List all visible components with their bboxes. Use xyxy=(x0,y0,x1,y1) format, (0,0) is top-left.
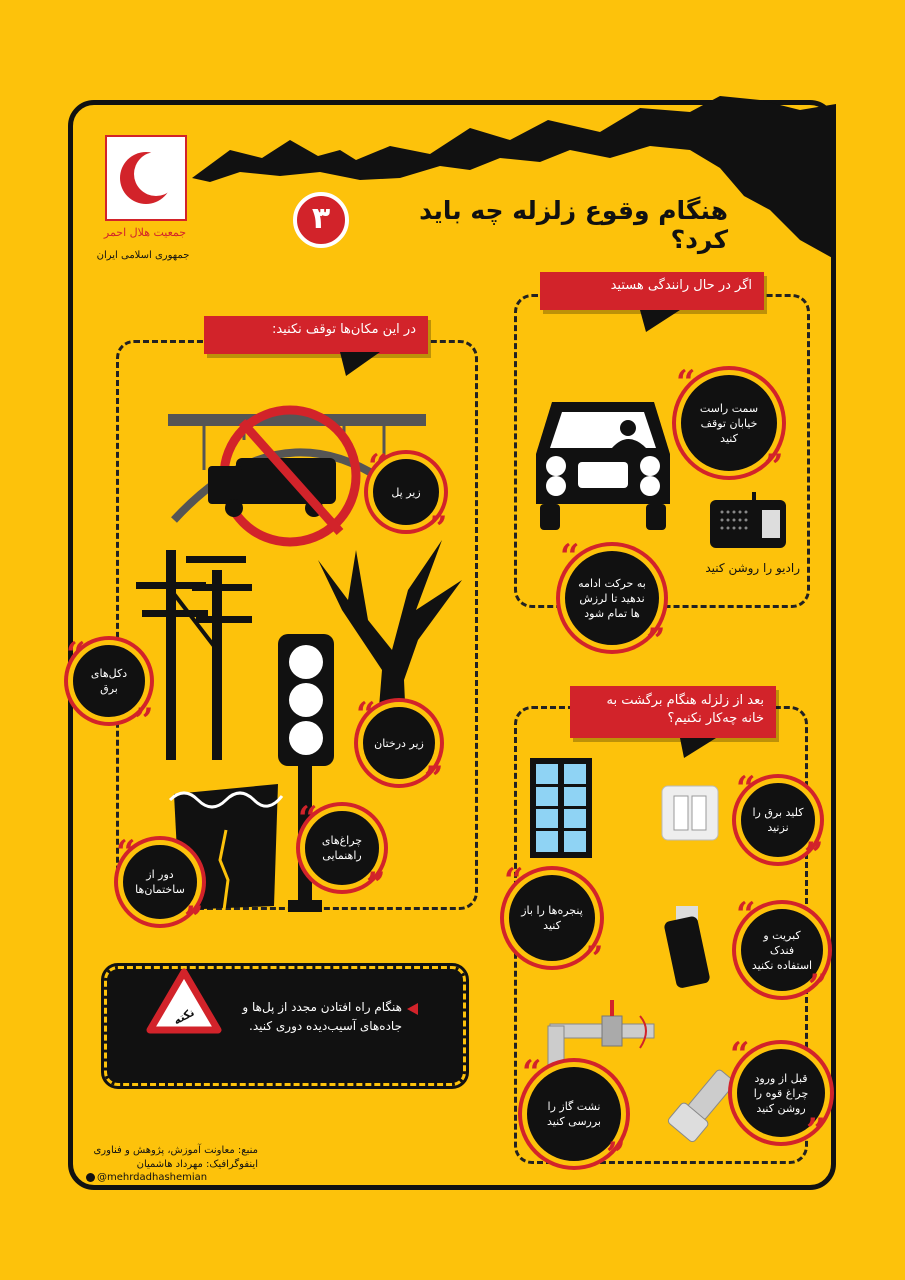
bubble-under-bridge: زیر پل xyxy=(368,454,444,530)
logo-subtitle: جمهوری اسلامی ایران xyxy=(96,250,190,261)
quote-close-icon: ” xyxy=(428,509,448,549)
banner-tail xyxy=(680,738,716,760)
quote-close-icon: ” xyxy=(808,967,828,1007)
bubble-power-poles: دکل‌های برق xyxy=(68,640,150,722)
quote-open-icon: “ xyxy=(504,861,524,901)
bubble-check-gas-leak: نشت گاز را بررسی کنید xyxy=(522,1062,626,1166)
light-switch-icon xyxy=(660,784,720,842)
quote-close-icon: ” xyxy=(134,701,154,741)
quote-open-icon: “ xyxy=(730,1035,750,1075)
credits xyxy=(86,1144,258,1172)
bubble-away-from-buildings: دور از ساختمان‌ها xyxy=(118,840,202,924)
quote-open-icon: “ xyxy=(368,447,388,487)
quote-open-icon: “ xyxy=(66,635,86,675)
quote-close-icon: ” xyxy=(804,835,824,875)
telegram-icon xyxy=(86,1173,95,1182)
radio-icon xyxy=(708,492,788,550)
bubble-traffic-lights: چراغ‌های راهنمایی xyxy=(300,806,384,890)
quote-open-icon: “ xyxy=(116,833,136,873)
window-icon xyxy=(528,756,594,860)
quote-close-icon: ” xyxy=(366,865,386,905)
flashlight-icon xyxy=(664,1066,738,1148)
banner-tail xyxy=(640,310,680,334)
bubble-dont-keep-moving: به حرکت ادامه ندهید تا لرزش ها تمام شود xyxy=(560,546,664,650)
driving-heading: اگر در حال رانندگی هستید xyxy=(540,272,764,310)
section-number-badge: ۳ xyxy=(293,192,349,248)
quote-open-icon: “ xyxy=(298,799,318,839)
gas-valve-icon xyxy=(540,996,664,1072)
quote-open-icon: “ xyxy=(736,769,756,809)
bubble-flashlight-first: قبل از ورود چراغ قوه را روشن کنید xyxy=(732,1044,830,1142)
quote-close-icon: ” xyxy=(606,1135,626,1175)
car-icon xyxy=(528,392,678,534)
lighter-icon xyxy=(664,904,720,988)
bubble-open-windows: پنجره‌ها را باز کنید xyxy=(504,870,600,966)
bubble-dont-switch-light: کلید برق را نزنید xyxy=(736,778,820,862)
quote-close-icon: ” xyxy=(184,899,204,939)
radio-label: رادیو را روشن کنید xyxy=(705,561,800,575)
quote-open-icon: “ xyxy=(676,363,696,403)
note-badge: نکته xyxy=(171,1005,197,1028)
banner-tail xyxy=(340,352,380,378)
bubble-no-lighter: کبریت و فندک استفاده نکنید xyxy=(736,904,828,996)
note-text: هنگام راه افتادن مجدد از پل‌ها و جاده‌های آسیب‌دیده دوری کنید. xyxy=(242,1000,402,1033)
quote-open-icon: “ xyxy=(356,695,376,735)
quote-close-icon: ” xyxy=(646,621,666,661)
credits-designer: اینفوگرافیک: مهرداد هاشمیان xyxy=(136,1159,258,1170)
bubble-under-trees: زیر درختان xyxy=(358,702,440,784)
quote-close-icon: ” xyxy=(764,447,784,487)
bubble-stop-right-side: سمت راست خیابان توقف کنید xyxy=(676,370,782,476)
quote-open-icon: “ xyxy=(560,537,580,577)
after-heading: بعد از زلزله هنگام برگشت به خانه چه‌کار نکنیم؟ xyxy=(570,686,776,738)
red-crescent-logo xyxy=(104,134,188,222)
quote-close-icon: ” xyxy=(424,759,444,799)
social-handle xyxy=(86,1172,207,1183)
handle-text: @mehrdadhashemian xyxy=(97,1172,208,1183)
page-title: هنگام وقوع زلزله چه باید کرد؟ xyxy=(419,196,728,254)
quote-close-icon: ” xyxy=(806,1111,826,1151)
logo-name: جمعیت هلال احمر xyxy=(103,226,187,239)
credits-source: منبع: معاونت آموزش، پژوهش و فناوری xyxy=(93,1145,258,1156)
quote-close-icon: ” xyxy=(584,939,604,979)
no-stop-heading: در این مکان‌ها توقف نکنید: xyxy=(204,316,428,354)
quote-open-icon: “ xyxy=(522,1053,542,1093)
arrow-left-icon xyxy=(406,1002,420,1016)
quote-open-icon: “ xyxy=(736,895,756,935)
